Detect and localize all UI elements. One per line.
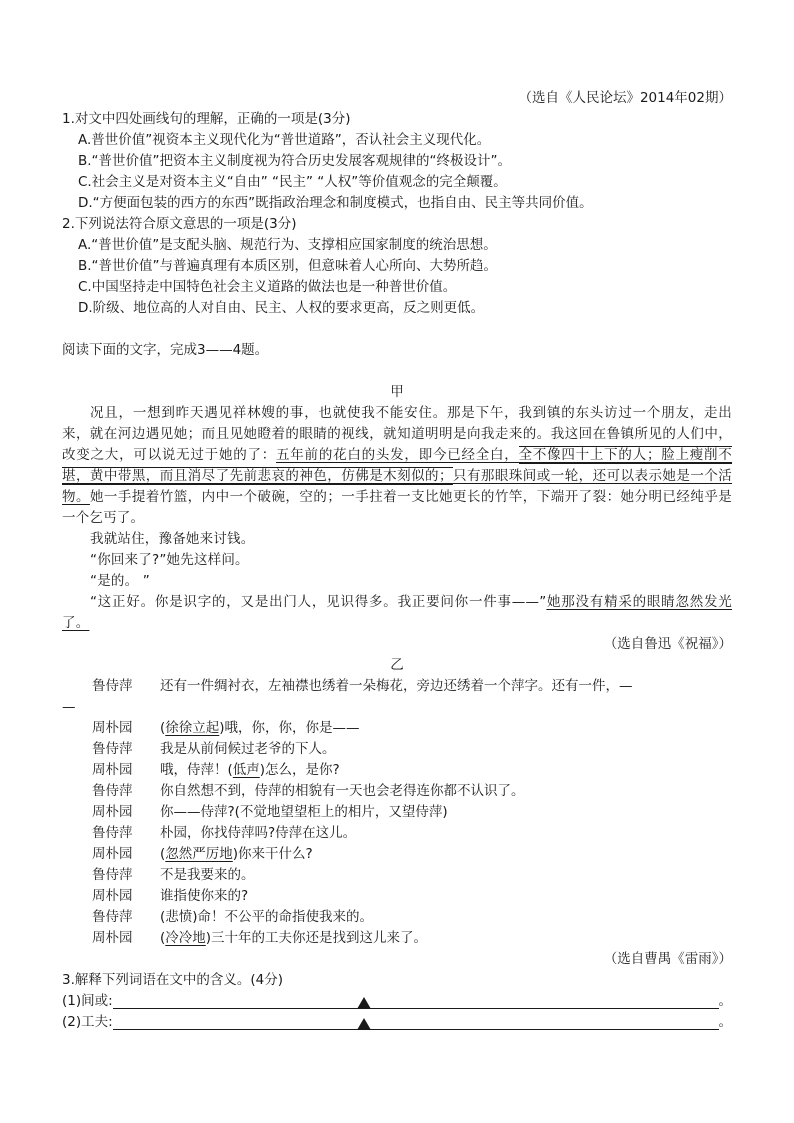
dialogue-line: [62, 928, 732, 949]
speaker-name: 周朴园: [92, 930, 133, 946]
speaker-name: 鲁侍萍: [92, 909, 133, 925]
dialogue-line: [62, 781, 732, 802]
jia-underlined-2: 全不像四十上下的人；脸上瘦削不堪，黄中带黑，而且消尽了先前悲哀的神色，仿佛是木刻似的；: [62, 447, 733, 484]
answer-blank-1[interactable]: [113, 992, 719, 1009]
exam-page: [62, 88, 732, 1033]
q1-option-d: D.“方便面包装的西方的东西”既指政治理念和制度模式，也指自由、民主等共同价值。: [78, 195, 593, 211]
dialogue-text: [160, 760, 340, 781]
dialogue-line: [62, 823, 732, 844]
passage-jia-paragraph-5: [62, 592, 732, 634]
answer-end-1: 。: [718, 993, 732, 1009]
source-citation-yi: （选自曹禺《雷雨》）: [603, 951, 732, 967]
question-1: [62, 109, 732, 214]
dialogue-continuation: —: [62, 699, 76, 715]
speaker-name: 周朴园: [92, 720, 133, 736]
passage-yi: [62, 655, 732, 970]
question-2: [62, 214, 732, 319]
dialogue-text: 不是我要来的。: [160, 867, 255, 883]
answer-label-2: (2)工夫:: [62, 1014, 113, 1030]
dialogue-line: [62, 865, 732, 886]
jia-underlined-4: 她那没有精采的眼睛忽然发光了。: [62, 594, 732, 631]
stage-direction-underlined: 忽然严厉地: [165, 846, 233, 862]
dialogue-text-post: )三十年的工夫你还是找到这儿来了。: [205, 930, 428, 946]
dialogue-text: [160, 718, 360, 739]
dialogue-line: [62, 844, 732, 865]
q2-option-a: A.“普世价值”是支配头脑、规范行为、支撑相应国家制度的统治思想。: [78, 237, 497, 253]
dialogue-text: (悲愤)命！不公平的命指使我来的。: [160, 909, 374, 925]
q2-option-b: B.“普世价值”与普遍真理有本质区别，但意味着人心所向、大势所趋。: [78, 258, 498, 274]
dialogue-text: 还有一件绸衬衣，左袖襟也绣着一朵梅花，旁边还绣着一个萍字。还有一件，—: [160, 678, 633, 694]
speaker-name: 周朴园: [92, 888, 133, 904]
question-1-stem: 1.对文中四处画线句的理解，正确的一项是(3分): [62, 111, 351, 127]
dialogue-text-post: )你来干什么?: [232, 846, 313, 862]
speaker-name: 鲁侍萍: [92, 867, 133, 883]
dialogue-text: [160, 928, 427, 949]
passage-yi-heading: 乙: [390, 657, 404, 673]
jia-text-3: “这正好。你是识字的，又是出门人，见识得多。我正要问你一件事——”: [90, 594, 547, 610]
speaker-name: 鲁侍萍: [92, 783, 133, 799]
question-2-stem: 2.下列说法符合原文意思的一项是(3分): [62, 216, 297, 232]
dialogue-text: 谁指使你来的?: [160, 888, 249, 904]
speaker-name: 鲁侍萍: [92, 678, 133, 694]
q1-option-b: B.“普世价值”把资本主义制度视为符合历史发展客观规律的“终极设计”。: [78, 153, 512, 169]
dialogue-text-pre: (: [160, 846, 166, 862]
q1-option-c: C.社会主义是对资本主义“自由” “民主” “人权”等价值观念的完全颠覆。: [78, 174, 507, 190]
speaker-name: 周朴园: [92, 846, 133, 862]
dialogue-text-post: )怎么，是你?: [259, 762, 340, 778]
passage-jia-paragraph-4: “是的。 ”: [90, 573, 150, 589]
passage-jia-paragraph-3: “你回来了?”她先这样问。: [90, 552, 249, 568]
dialogue-text: 我是从前伺候过老爷的下人。: [160, 741, 336, 757]
jia-underlined-1: 五年前的花白的头发，即今已经全白，: [276, 447, 519, 463]
dialogue-line: [62, 907, 732, 928]
triangle-marker-icon: [357, 1018, 371, 1030]
passage-jia-paragraph-1: [62, 403, 732, 529]
question-3: [62, 970, 732, 1033]
source-citation-1: （选自《人民论坛》2014年02期）: [518, 90, 732, 106]
speaker-name: 鲁侍萍: [92, 825, 133, 841]
jia-text-1: 况且，一想到昨天遇见祥林嫂的事，也就使我不能安住。那是下午，我到镇的东头访过一个朋友，走出来，就在河边遇见她；而且见她瞪着的眼睛的视线，就知道明明是向我走来的。我这回在鲁镇所见的人们中，改变之大，可以说无过于她的了：: [62, 405, 732, 463]
passage-jia: [62, 382, 732, 655]
dialogue-line: [62, 676, 732, 697]
dialogue-text: [160, 844, 313, 865]
answer-blank-2[interactable]: [113, 1013, 719, 1030]
speaker-name: 鲁侍萍: [92, 741, 133, 757]
answer-line-1[interactable]: [62, 991, 732, 1012]
dialogue-line: [62, 718, 732, 739]
dialogue-line: [62, 802, 732, 823]
jia-text-2: 她一手提着竹篮，内中一个破碗，空的；一手拄着一支比她更长的竹竿，下端开了裂：她分明已经纯乎是一个乞丐了。: [62, 489, 732, 526]
dialogue-line: [62, 886, 732, 907]
source-citation-jia: （选自鲁迅《祝福》）: [603, 636, 732, 652]
stage-direction-underlined: 冷冷地: [165, 930, 206, 946]
speaker-name: 周朴园: [92, 804, 133, 820]
dialogue-text-pre: (: [160, 720, 166, 736]
dialogue-line: [62, 760, 732, 781]
dialogue-text: 朴园，你找侍萍吗?侍萍在这儿。: [160, 825, 357, 841]
q1-option-a: A.普世价值”视资本主义现代化为“普世道路”，否认社会主义现代化。: [78, 132, 491, 148]
answer-line-2[interactable]: [62, 1012, 732, 1033]
answer-end-2: 。: [718, 1014, 732, 1030]
dialogue-line: [62, 739, 732, 760]
stage-direction-underlined: 低声: [232, 762, 260, 778]
triangle-marker-icon: [357, 997, 371, 1009]
dialogue-text-post: )哦，你，你，你是——: [219, 720, 360, 736]
dialogue-text-pre: 哦，侍萍！(: [160, 762, 233, 778]
question-3-stem: 3.解释下列词语在文中的含义。(4分): [62, 972, 284, 988]
speaker-name: 周朴园: [92, 762, 133, 778]
passage-jia-heading: 甲: [390, 384, 404, 400]
passage-jia-paragraph-2: 我就站住，豫备她来讨钱。: [90, 531, 255, 547]
stage-direction-underlined: 徐徐立起: [165, 720, 220, 736]
q2-option-c: C.中国坚持走中国特色社会主义道路的做法也是一种普世价值。: [78, 279, 457, 295]
answer-label-1: (1)间或:: [62, 993, 113, 1009]
q2-option-d: D.阶级、地位高的人对自由、民主、人权的要求更高，反之则更低。: [78, 300, 485, 316]
dialogue-text-pre: (: [160, 930, 166, 946]
jia-underlined-3: 只有那眼珠间或一轮，还可以表示她是一个活物。: [62, 468, 732, 505]
dialogue-text: 你自然想不到，侍萍的相貌有一天也会老得连你都不认识了。: [160, 783, 525, 799]
reading-instruction: 阅读下面的文字，完成3——4题。: [62, 342, 269, 358]
dialogue-text: 你——侍萍?(不觉地望望柜上的相片，又望侍萍): [160, 804, 448, 820]
